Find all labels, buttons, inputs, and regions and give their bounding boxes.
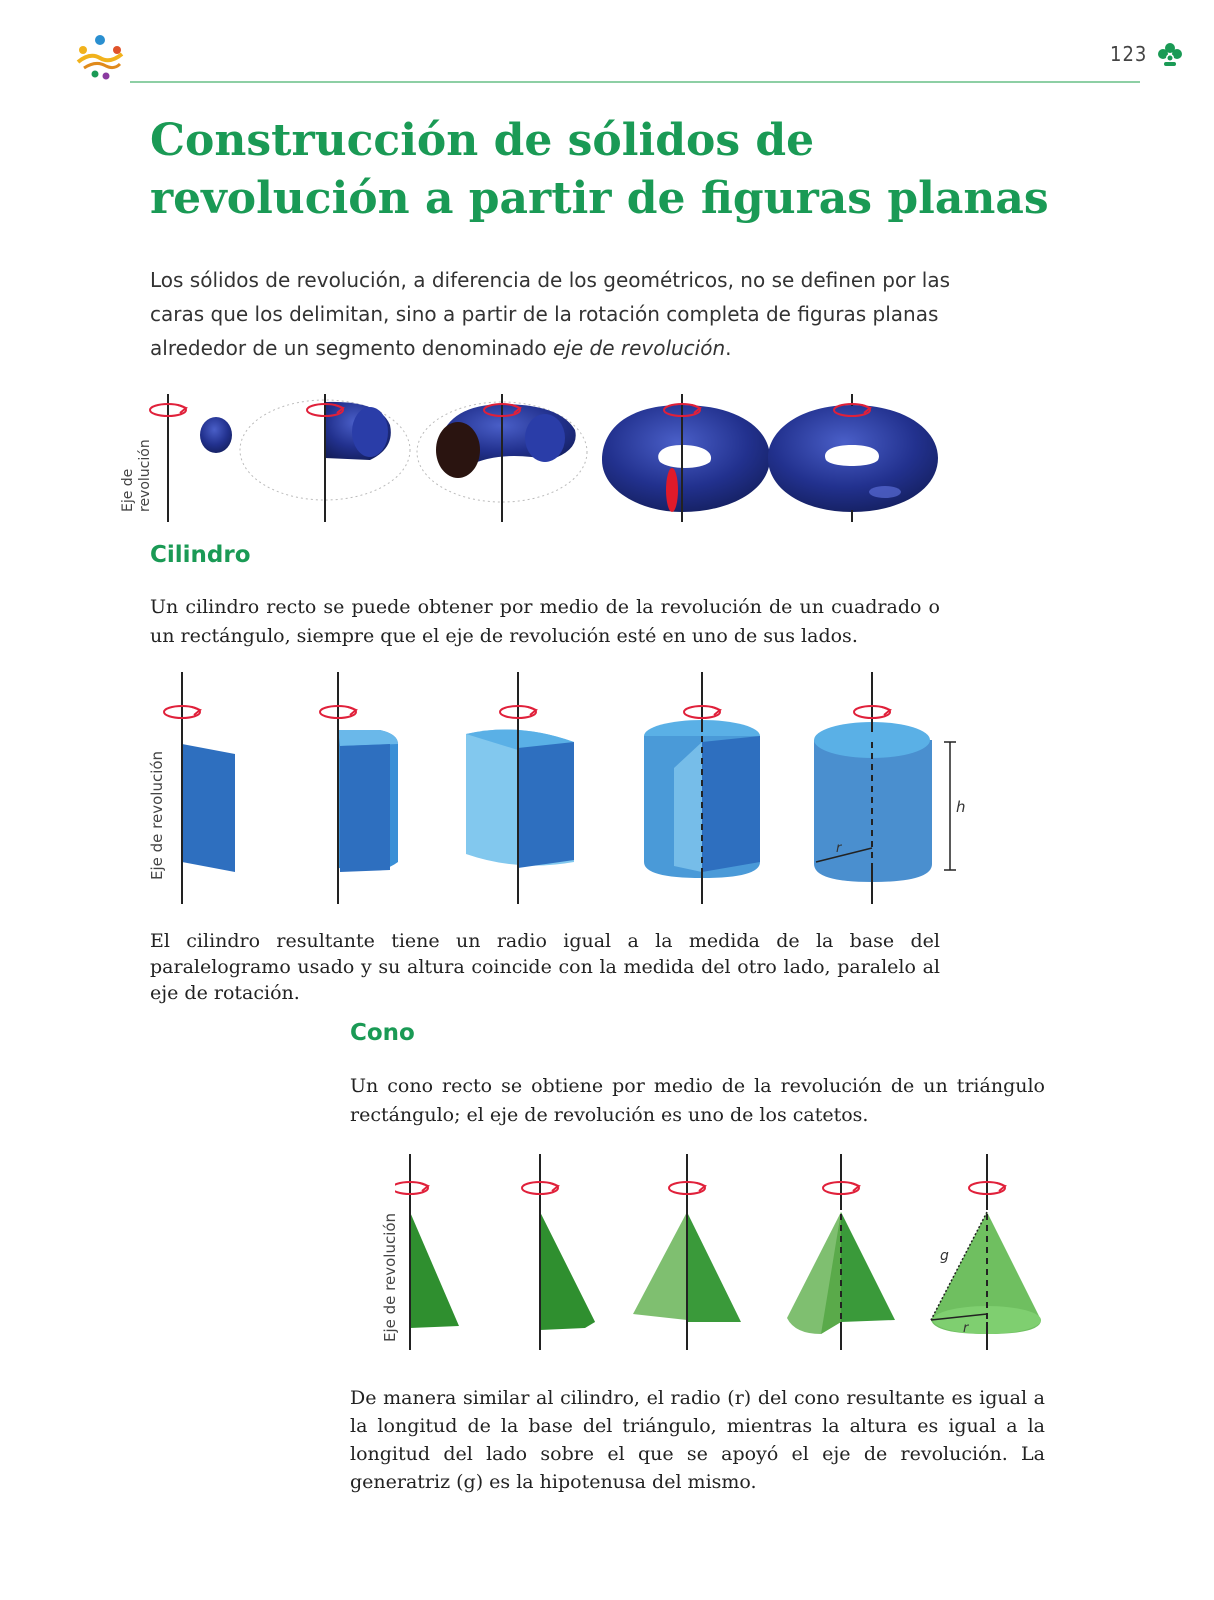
torus-revolution-figure — [140, 390, 960, 530]
cone-axis-label: Eje de revolución — [381, 1212, 399, 1342]
cylinder-paragraph-1: Un cilindro recto se puede obtener por medio de la revolución de un cuadrado o un rectángulo, siempre que el eje de revolución esté en uno de sus lados. — [150, 596, 940, 647]
torus-stage-5 — [768, 394, 938, 522]
title-line-2: revolución a partir de figuras planas — [150, 173, 1049, 224]
intro-term-italic: eje de revolución — [552, 336, 726, 360]
cone-paragraph-2: De manera similar al cilindro, el radio (r) del cono resultante es igual a la longitud de la base del triángulo, mientras la altura es igual a la longitud del lado sobre el que se apoyó el eje de revolución. La generatriz (g) es la hipotenusa del mismo. — [350, 1387, 1045, 1493]
cone-stage-4 — [787, 1154, 895, 1350]
intro-paragraph — [150, 263, 955, 365]
torus-stage-2 — [240, 394, 410, 522]
cylinder-height-label: h — [956, 798, 966, 816]
cylinder-stage-3 — [466, 672, 574, 904]
leaf-icon — [1157, 40, 1183, 68]
cylinder-revolution-figure — [160, 672, 980, 908]
publisher-logo — [70, 30, 130, 90]
cylinder-heading: Cilindro — [150, 542, 251, 568]
cone-paragraph-1: Un cono recto se obtiene por medio de la revolución de un triángulo rectángulo; el eje de revolución es uno de los catetos. — [350, 1075, 1045, 1126]
torus-stage-4 — [602, 394, 770, 522]
cylinder-stage-1 — [164, 672, 235, 904]
torus-axis-label-line2: revolución — [137, 439, 153, 512]
title-line-1: Construcción de sólidos de — [150, 115, 815, 166]
cone-stage-1 — [395, 1154, 459, 1350]
cone-generatrix-label: g — [940, 1248, 949, 1264]
cylinder-paragraph-2: El cilindro resultante tiene un radio igual a la medida de la base del paralelogramo usado y su altura coincide con la medida del otro lado, paralelo al eje de rotación. — [150, 930, 940, 1004]
cone-radius-label: r — [963, 1321, 969, 1336]
cylinder-axis-label: Eje de revolución — [148, 750, 166, 880]
intro-text-after: . — [725, 336, 732, 360]
cone-stage-5 — [931, 1154, 1041, 1350]
page-title — [150, 112, 1050, 228]
page-number: 123 — [1110, 42, 1148, 66]
torus-stage-3 — [417, 394, 587, 522]
torus-stage-1 — [150, 394, 232, 522]
cylinder-stage-2 — [320, 672, 398, 904]
cylinder-stage-5 — [814, 672, 966, 904]
cone-revolution-figure — [395, 1150, 1055, 1356]
cylinder-radius-label: r — [836, 841, 842, 856]
cone-stage-3 — [633, 1154, 741, 1350]
intro-text-before: Los sólidos de revolución, a diferencia de los geométricos, no se definen por las caras que los delimitan, sino a partir de la rotación completa de figuras planas alrededor de un segmento denominado — [150, 268, 950, 360]
torus-axis-label-line1: Eje de — [120, 468, 136, 512]
cone-heading: Cono — [350, 1020, 415, 1046]
cylinder-stage-4 — [644, 672, 760, 904]
cone-stage-2 — [522, 1154, 595, 1350]
header-rule — [130, 81, 1140, 83]
